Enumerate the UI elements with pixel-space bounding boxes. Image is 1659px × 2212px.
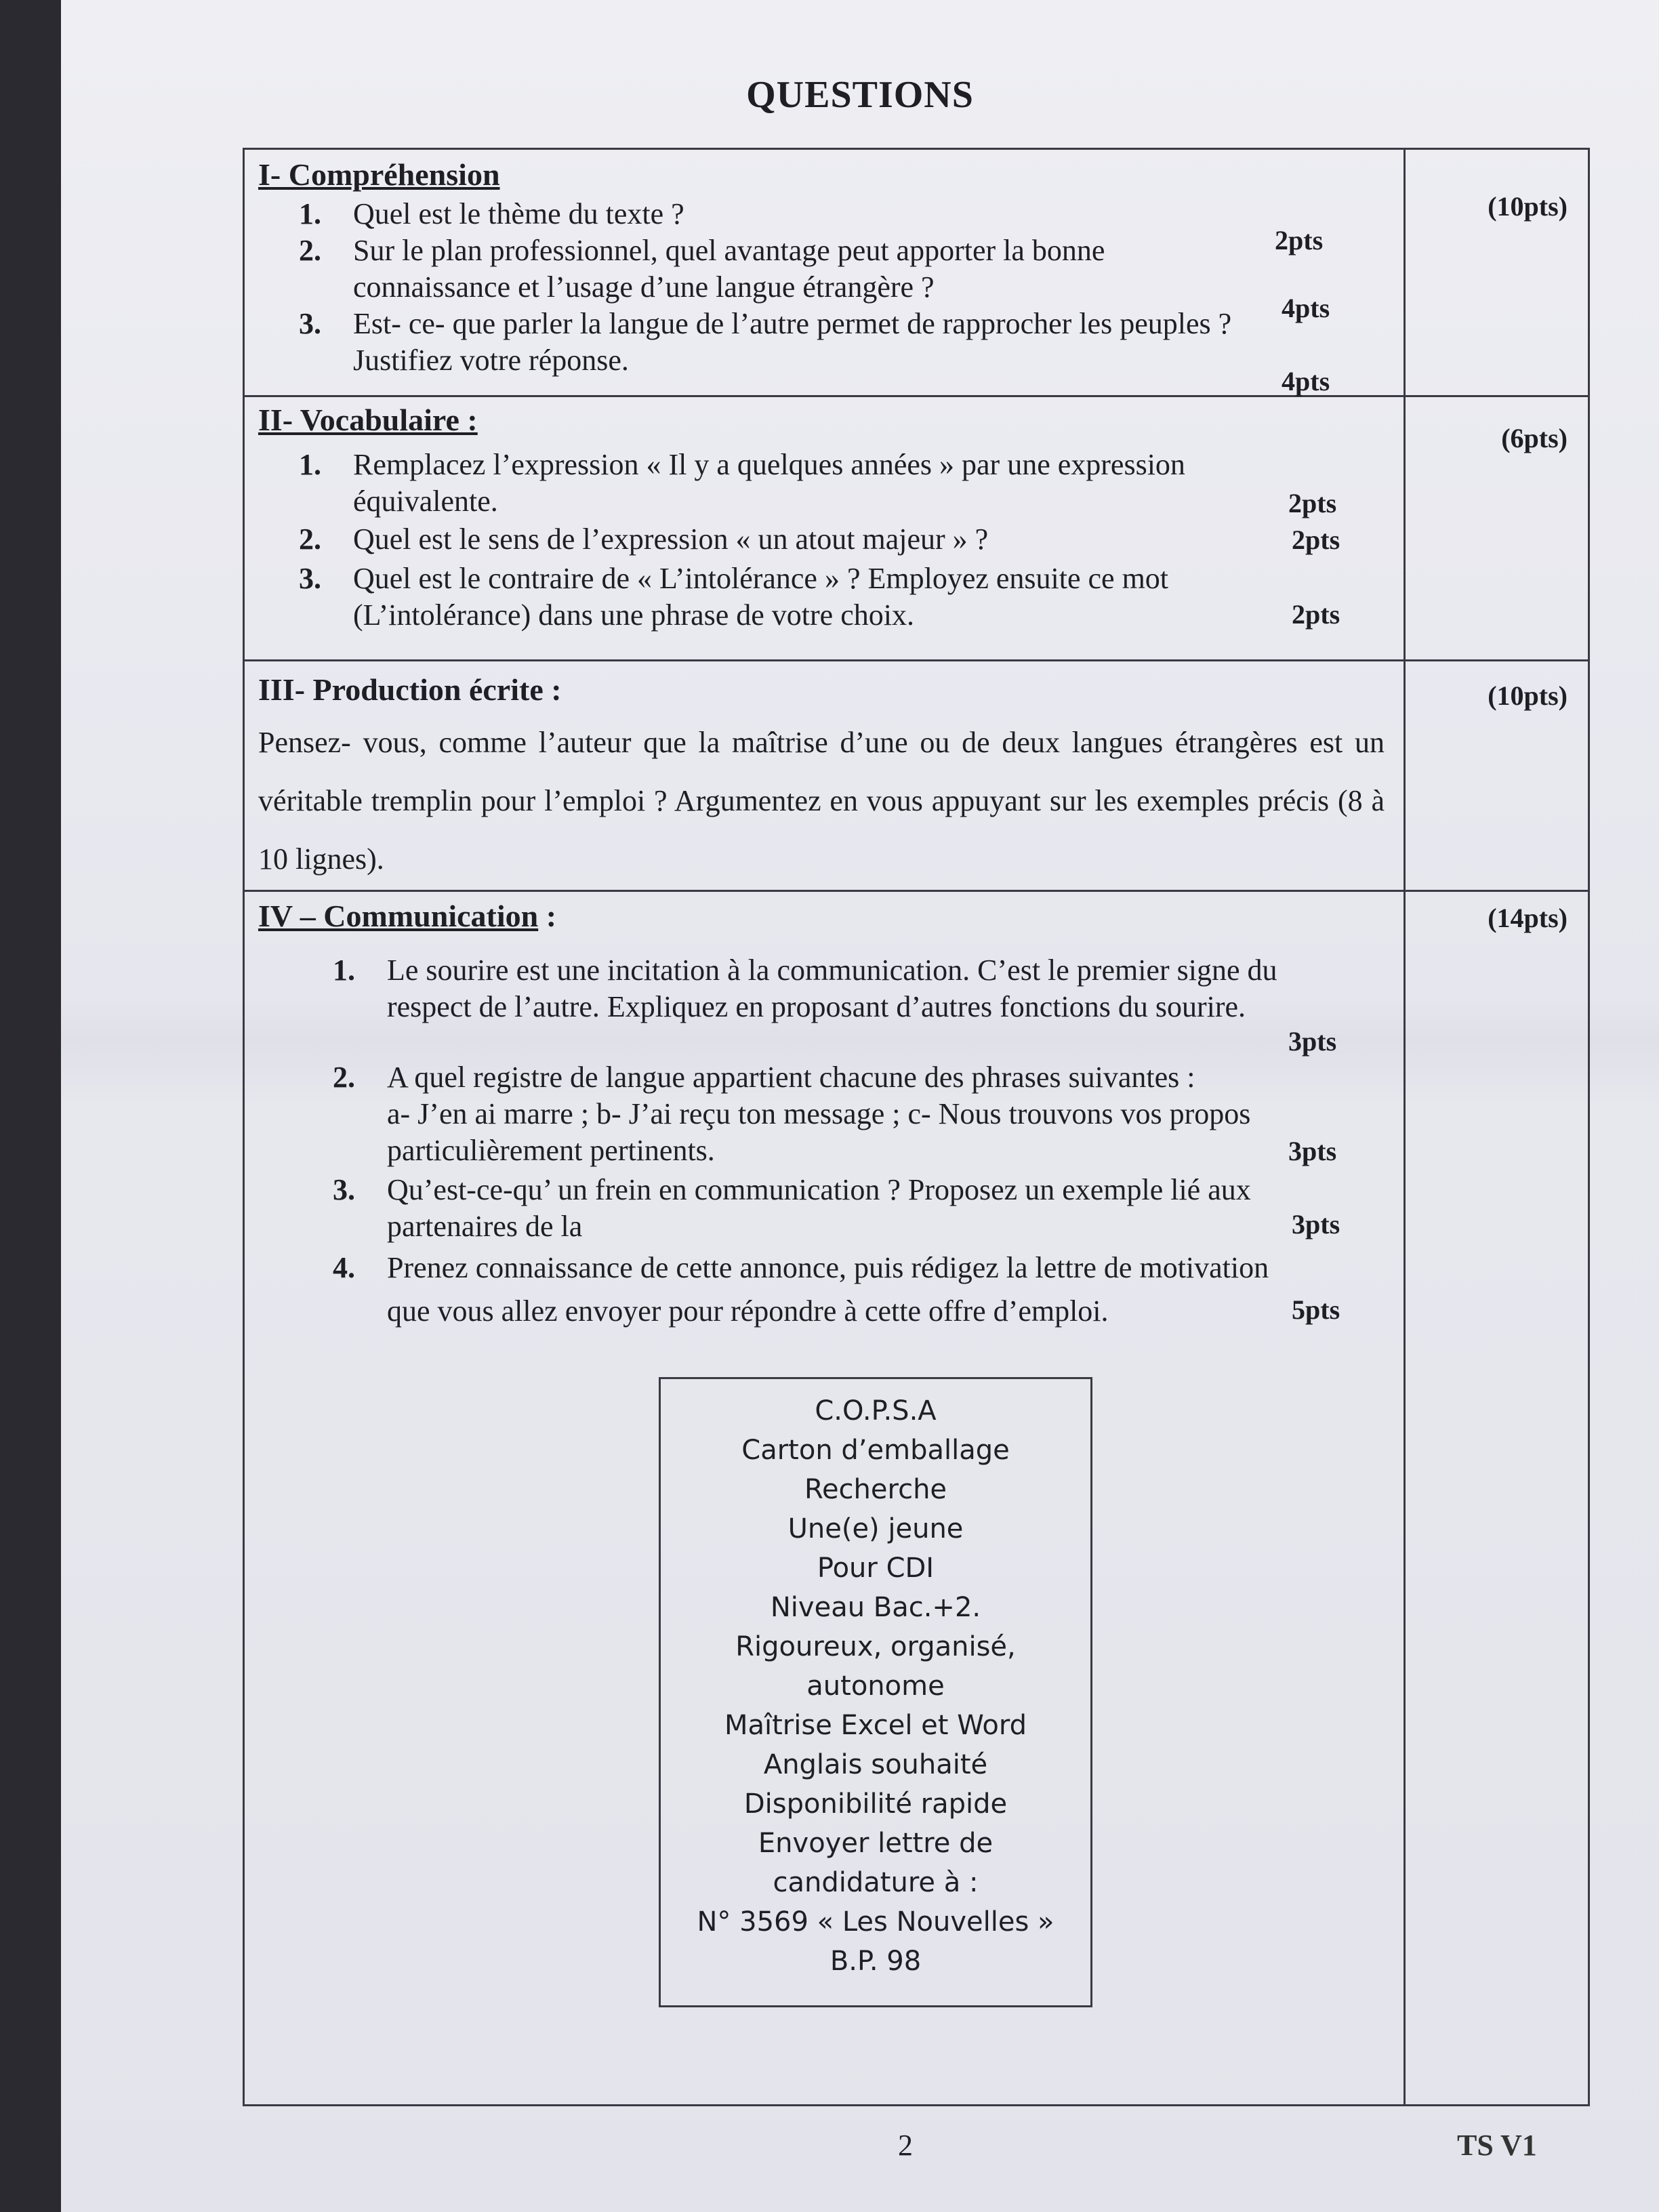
page-number: 2	[898, 2129, 913, 2162]
question-item	[299, 521, 988, 558]
section-comprehension	[245, 150, 1588, 397]
question-text: Prenez connaissance de cette annonce, puis rédigez la lettre de motivation	[387, 1251, 1269, 1284]
section-heading-label: IV – Communication	[258, 899, 539, 933]
question-points: 3pts	[1288, 1026, 1337, 1057]
section-vocabulaire	[245, 395, 1588, 661]
question-points: 2pts	[1275, 225, 1324, 255]
question-text: Quel est le thème du texte ?	[353, 197, 684, 230]
question-item	[333, 1172, 1251, 1245]
question-text-continued: a- J’en ai marre ; b- J’ai reçu ton message ; c- Nous trouvons vos propos	[387, 1097, 1251, 1130]
annonce-line: Une(e) jeune	[787, 1513, 964, 1544]
question-item	[299, 196, 684, 232]
question-text-continued: Justifiez votre réponse.	[353, 344, 629, 377]
question-text: Qu’est-ce-qu’ un frein en communication ? Proposez un exemple lié aux	[387, 1173, 1251, 1206]
question-text: Est- ce- que parler la langue de l’autre permet de rapprocher les peuples ?	[353, 307, 1232, 340]
question-number: 4.	[333, 1251, 355, 1284]
question-item	[299, 447, 1185, 520]
annonce-line: candidature à :	[773, 1867, 979, 1898]
annonce-line: Niveau Bac.+2.	[770, 1592, 981, 1623]
question-item	[299, 560, 1168, 634]
question-text-continued: connaissance et l’usage d’une langue étrangère ?	[353, 270, 935, 304]
annonce-line: Carton d’emballage	[741, 1435, 1010, 1466]
section-points: (10pts)	[1488, 680, 1568, 711]
question-points: 4pts	[1282, 293, 1330, 323]
annonce-line: B.P. 98	[830, 1946, 922, 1977]
question-text-continued: que vous allez envoyer pour répondre à cette offre d’emploi.	[387, 1294, 1109, 1328]
section-heading: III- Production écrite :	[258, 672, 562, 707]
question-points: 3pts	[1288, 1136, 1337, 1166]
question-number: 1.	[299, 448, 321, 481]
section-heading: I- Compréhension	[258, 157, 500, 192]
question-text: Remplacez l’expression « Il y a quelques années » par une expression	[353, 448, 1185, 481]
annonce-line: Rigoureux, organisé,	[735, 1631, 1016, 1662]
question-points: 3pts	[1292, 1209, 1340, 1240]
question-text-continued: équivalente.	[353, 485, 498, 518]
question-text-continued: respect de l’autre. Expliquez en proposant d’autres fonctions du sourire.	[387, 990, 1246, 1023]
annonce-line: Maîtrise Excel et Word	[724, 1710, 1027, 1741]
question-text: Sur le plan professionnel, quel avantage peut apporter la bonne	[353, 234, 1105, 267]
annonce-line: N° 3569 « Les Nouvelles »	[697, 1906, 1054, 1938]
document-reference: TS V1	[1457, 2129, 1537, 2162]
question-item	[299, 306, 1231, 379]
page-title: QUESTIONS	[746, 74, 974, 116]
question-number: 3.	[299, 562, 321, 595]
section-production	[245, 659, 1588, 892]
annonce-line: Pour CDI	[817, 1553, 935, 1584]
question-number: 3.	[333, 1173, 355, 1206]
question-points: 4pts	[1282, 366, 1330, 396]
annonce-line: Envoyer lettre de	[758, 1828, 994, 1859]
question-item	[333, 1246, 1269, 1333]
question-item	[333, 1059, 1250, 1169]
section-points: (14pts)	[1488, 903, 1568, 933]
question-points: 2pts	[1292, 525, 1340, 555]
question-number: 2.	[299, 523, 321, 556]
annonce-line: Anglais souhaité	[763, 1749, 988, 1780]
annonce-line: Recherche	[804, 1474, 947, 1505]
question-text: Quel est le contraire de « L’intolérance » ? Employez ensuite ce mot	[353, 562, 1169, 595]
annonce-line: Disponibilité rapide	[743, 1788, 1008, 1820]
question-item	[333, 952, 1277, 1025]
annonce-line: autonome	[806, 1671, 945, 1702]
question-points: 2pts	[1288, 488, 1337, 518]
annonce-line: C.O.P.S.A	[815, 1395, 937, 1427]
section-heading-suffix: :	[538, 899, 557, 933]
section-heading	[258, 898, 556, 934]
section-points: (10pts)	[1488, 191, 1568, 222]
question-text-continued: (L’intolérance) dans une phrase de votre choix.	[353, 598, 914, 632]
job-advertisement	[659, 1377, 1092, 2007]
question-text: Le sourire est une incitation à la communication. C’est le premier signe du	[387, 954, 1277, 987]
question-text-continued: particulièrement pertinents.	[387, 1134, 715, 1167]
question-item	[299, 232, 1105, 306]
essay-prompt: Pensez- vous, comme l’auteur que la maîtrise d’une ou de deux langues étrangères est un véritable tremplin pour l’emploi ? Argumentez en vous appuyant sur les exemples précis (8 à 10 lignes).	[258, 726, 1385, 876]
question-number: 3.	[299, 307, 321, 340]
question-points: 5pts	[1292, 1294, 1340, 1325]
question-number: 1.	[299, 197, 321, 230]
question-number: 1.	[333, 954, 355, 987]
question-points: 2pts	[1292, 599, 1340, 630]
question-text: Quel est le sens de l’expression « un atout majeur » ?	[353, 523, 989, 556]
section-heading: II- Vocabulaire :	[258, 403, 478, 437]
question-number: 2.	[299, 234, 321, 267]
question-number: 2.	[333, 1061, 355, 1094]
question-text: A quel registre de langue appartient chacune des phrases suivantes :	[387, 1061, 1195, 1094]
section-points: (6pts)	[1501, 423, 1568, 453]
question-text-continued: partenaires de la	[387, 1210, 583, 1243]
exam-paper	[61, 0, 1659, 2212]
